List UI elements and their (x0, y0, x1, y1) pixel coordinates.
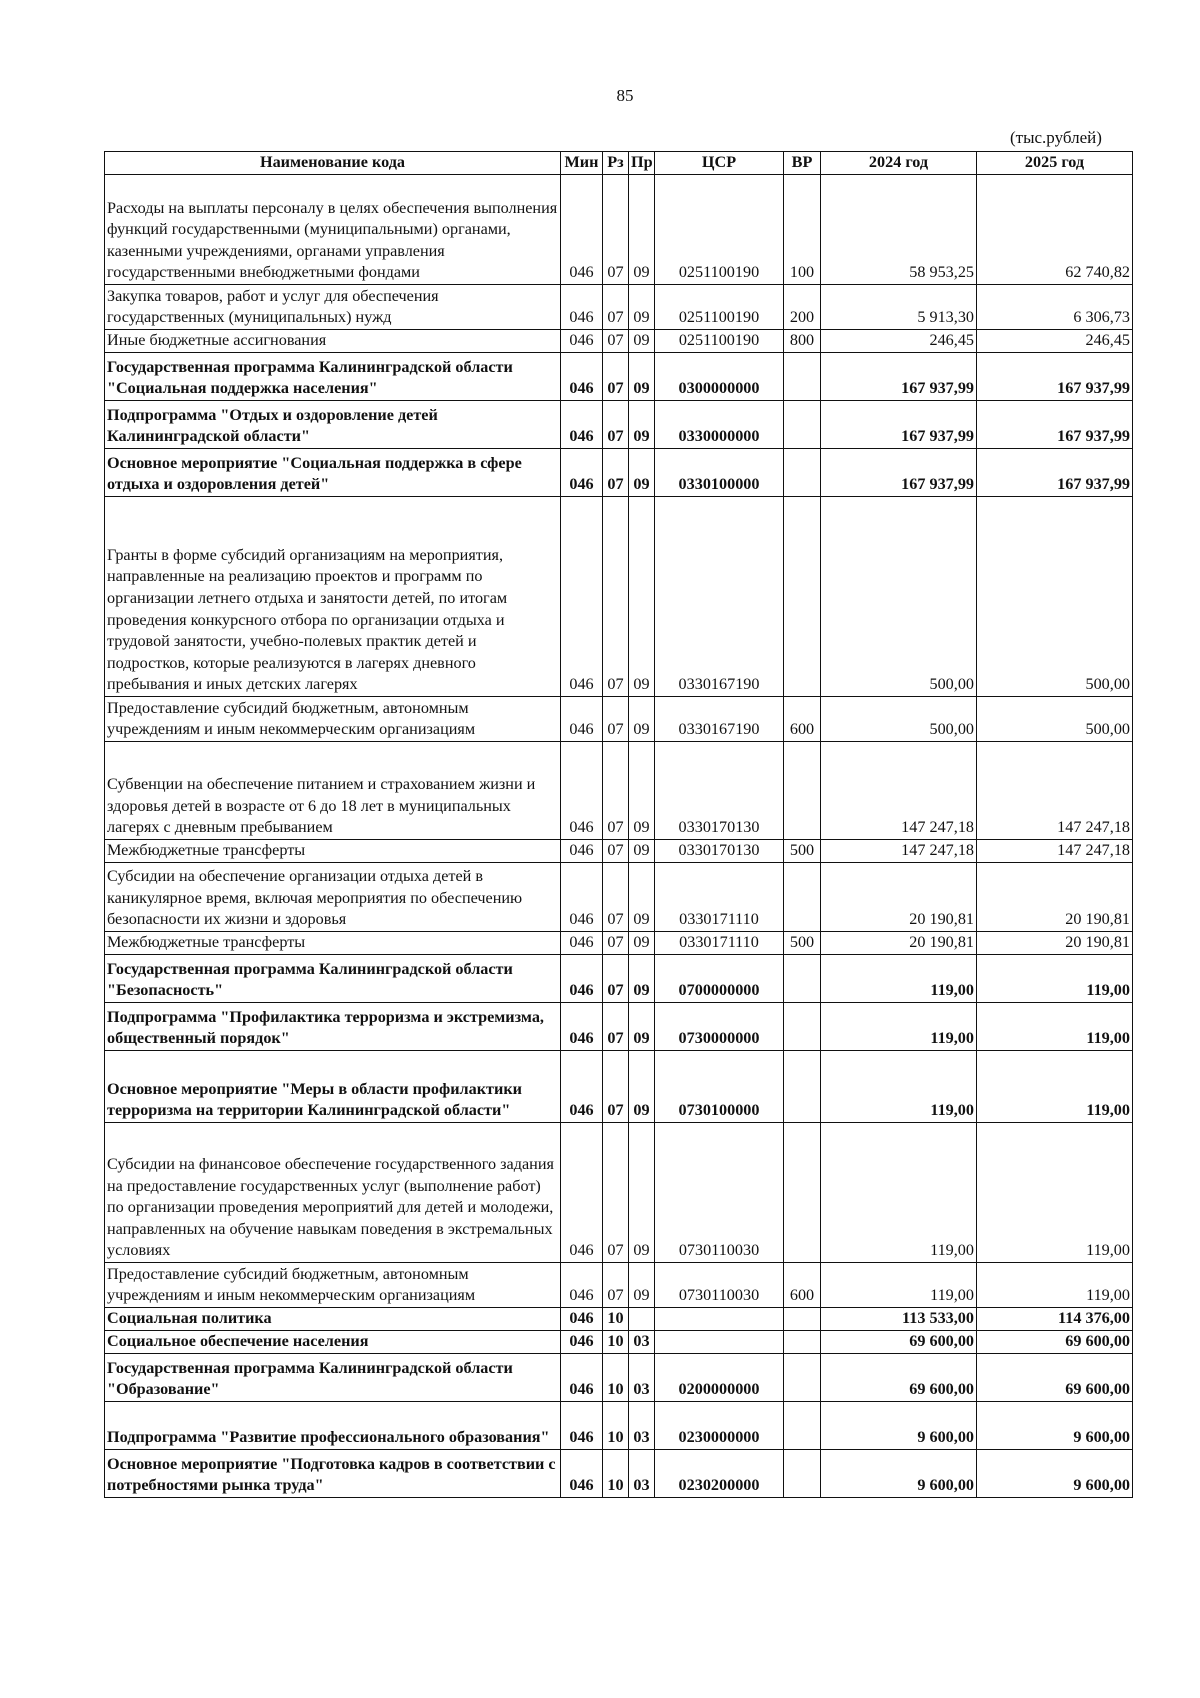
row-pr: 03 (629, 1354, 655, 1402)
row-min: 046 (561, 697, 603, 742)
row-min: 046 (561, 1450, 603, 1498)
row-name: Подпрограмма "Развитие профессионального образования" (105, 1402, 561, 1450)
row-min: 046 (561, 285, 603, 330)
row-rz: 10 (603, 1450, 629, 1498)
row-name: Государственная программа Калининградской области "Безопасность" (105, 955, 561, 1003)
row-rz: 07 (603, 932, 629, 955)
row-rz: 07 (603, 1123, 629, 1263)
row-min: 046 (561, 840, 603, 863)
row-pr: 09 (629, 401, 655, 449)
row-name: Подпрограмма "Профилактика терроризма и экстремизма, общественный порядок" (105, 1003, 561, 1051)
row-2025: 119,00 (977, 1263, 1133, 1308)
row-min: 046 (561, 1051, 603, 1123)
row-rz: 07 (603, 697, 629, 742)
row-vr (784, 1308, 821, 1331)
row-min: 046 (561, 1354, 603, 1402)
row-min: 046 (561, 1402, 603, 1450)
row-csr: 0330170130 (655, 742, 784, 840)
row-2024: 147 247,18 (821, 742, 977, 840)
row-pr: 09 (629, 1263, 655, 1308)
row-rz: 07 (603, 840, 629, 863)
row-2024: 119,00 (821, 1263, 977, 1308)
table-row (105, 697, 1133, 742)
row-name: Основное мероприятие "Меры в области профилактики терроризма на территории Калининградской области" (105, 1051, 561, 1123)
row-csr: 0330167190 (655, 697, 784, 742)
row-pr: 03 (629, 1450, 655, 1498)
row-csr: 0330000000 (655, 401, 784, 449)
table-row (105, 401, 1133, 449)
row-rz: 07 (603, 1003, 629, 1051)
row-2024: 20 190,81 (821, 932, 977, 955)
row-min: 046 (561, 1123, 603, 1263)
row-vr (784, 353, 821, 401)
row-rz: 07 (603, 175, 629, 285)
row-2024: 147 247,18 (821, 840, 977, 863)
table-row (105, 330, 1133, 353)
row-2025: 246,45 (977, 330, 1133, 353)
row-min: 046 (561, 401, 603, 449)
row-rz: 10 (603, 1308, 629, 1331)
header-pr: Пр (629, 152, 655, 175)
row-2024: 246,45 (821, 330, 977, 353)
row-2025: 119,00 (977, 1003, 1133, 1051)
row-2025: 147 247,18 (977, 840, 1133, 863)
row-rz: 07 (603, 1051, 629, 1123)
table-row (105, 175, 1133, 285)
row-name: Государственная программа Калининградской области "Образование" (105, 1354, 561, 1402)
table-row (105, 1051, 1133, 1123)
row-2025: 20 190,81 (977, 932, 1133, 955)
row-csr: 0730110030 (655, 1123, 784, 1263)
row-min: 046 (561, 497, 603, 697)
row-min: 046 (561, 449, 603, 497)
row-name: Гранты в форме субсидий организациям на мероприятия, направленные на реализацию проектов и программ по организации летнего отдыха и занятости детей, по итогам проведения конкурсного отбора по организации отдыха и трудовой занятости, учебно-полевых практик детей и подростков, которые реализуются в лагерях дневного пребывания и иных детских лагерях (105, 497, 561, 697)
table-row (105, 1003, 1133, 1051)
row-csr: 0330171110 (655, 863, 784, 932)
table-row (105, 1402, 1133, 1450)
budget-table (104, 151, 1133, 1498)
row-vr (784, 1051, 821, 1123)
row-vr (784, 497, 821, 697)
row-2025: 62 740,82 (977, 175, 1133, 285)
row-pr: 09 (629, 697, 655, 742)
header-2024: 2024 год (821, 152, 977, 175)
table-row (105, 1308, 1133, 1331)
row-2024: 500,00 (821, 697, 977, 742)
row-name: Расходы на выплаты персоналу в целях обеспечения выполнения функций государственными (муниципальными) органами, казенными учреждениями, органами управления государственными внебюджетными фондами (105, 175, 561, 285)
row-csr: 0300000000 (655, 353, 784, 401)
row-name: Социальная политика (105, 1308, 561, 1331)
row-vr: 500 (784, 840, 821, 863)
table-row (105, 840, 1133, 863)
row-name: Межбюджетные трансферты (105, 932, 561, 955)
row-min: 046 (561, 932, 603, 955)
header-csr: ЦСР (655, 152, 784, 175)
row-2025: 167 937,99 (977, 353, 1133, 401)
header-min: Мин (561, 152, 603, 175)
table-row (105, 1123, 1133, 1263)
row-csr: 0230200000 (655, 1450, 784, 1498)
row-pr: 03 (629, 1402, 655, 1450)
row-pr: 09 (629, 1123, 655, 1263)
row-2025: 167 937,99 (977, 449, 1133, 497)
page-number: 85 (616, 86, 634, 105)
row-2024: 9 600,00 (821, 1402, 977, 1450)
row-pr: 09 (629, 840, 655, 863)
row-pr: 09 (629, 497, 655, 697)
row-min: 046 (561, 353, 603, 401)
row-vr: 600 (784, 1263, 821, 1308)
row-min: 046 (561, 863, 603, 932)
row-rz: 07 (603, 449, 629, 497)
row-2025: 500,00 (977, 497, 1133, 697)
table-row (105, 1354, 1133, 1402)
row-2024: 167 937,99 (821, 449, 977, 497)
row-pr: 09 (629, 285, 655, 330)
row-2025: 20 190,81 (977, 863, 1133, 932)
row-pr: 09 (629, 742, 655, 840)
row-rz: 07 (603, 1263, 629, 1308)
row-2024: 20 190,81 (821, 863, 977, 932)
table-row (105, 1450, 1133, 1498)
row-2024: 119,00 (821, 1123, 977, 1263)
row-csr: 0730110030 (655, 1263, 784, 1308)
row-rz: 10 (603, 1331, 629, 1354)
row-name: Подпрограмма "Отдых и оздоровление детей Калининградской области" (105, 401, 561, 449)
row-pr (629, 1308, 655, 1331)
row-2025: 114 376,00 (977, 1308, 1133, 1331)
row-vr (784, 742, 821, 840)
row-2025: 69 600,00 (977, 1354, 1133, 1402)
units-label: (тыс.рублей) (1010, 128, 1102, 147)
row-2024: 69 600,00 (821, 1331, 977, 1354)
row-rz: 07 (603, 401, 629, 449)
row-min: 046 (561, 330, 603, 353)
row-pr: 09 (629, 330, 655, 353)
row-csr: 0330171110 (655, 932, 784, 955)
row-rz: 10 (603, 1402, 629, 1450)
row-vr (784, 401, 821, 449)
row-pr: 09 (629, 955, 655, 1003)
row-name: Закупка товаров, работ и услуг для обеспечения государственных (муниципальных) нужд (105, 285, 561, 330)
row-name: Государственная программа Калининградской области "Социальная поддержка населения" (105, 353, 561, 401)
table-row (105, 497, 1133, 697)
row-vr: 500 (784, 932, 821, 955)
row-2025: 500,00 (977, 697, 1133, 742)
row-vr: 200 (784, 285, 821, 330)
row-pr: 09 (629, 1003, 655, 1051)
row-name: Иные бюджетные ассигнования (105, 330, 561, 353)
row-csr (655, 1308, 784, 1331)
row-csr: 0730000000 (655, 1003, 784, 1051)
row-vr: 100 (784, 175, 821, 285)
row-2024: 167 937,99 (821, 353, 977, 401)
row-min: 046 (561, 1331, 603, 1354)
row-2025: 167 937,99 (977, 401, 1133, 449)
row-rz: 07 (603, 863, 629, 932)
row-vr: 600 (784, 697, 821, 742)
table-row (105, 285, 1133, 330)
row-csr: 0330167190 (655, 497, 784, 697)
row-name: Основное мероприятие "Подготовка кадров в соответствии с потребностями рынка труда" (105, 1450, 561, 1498)
row-csr: 0730100000 (655, 1051, 784, 1123)
table-row (105, 1263, 1133, 1308)
row-vr (784, 1003, 821, 1051)
row-2024: 113 533,00 (821, 1308, 977, 1331)
row-2025: 69 600,00 (977, 1331, 1133, 1354)
row-rz: 07 (603, 742, 629, 840)
row-csr: 0330100000 (655, 449, 784, 497)
row-vr (784, 955, 821, 1003)
table-header-row (105, 152, 1133, 175)
table-row (105, 353, 1133, 401)
row-name: Социальное обеспечение населения (105, 1331, 561, 1354)
row-2025: 9 600,00 (977, 1402, 1133, 1450)
row-2024: 500,00 (821, 497, 977, 697)
row-vr (784, 1123, 821, 1263)
row-min: 046 (561, 1003, 603, 1051)
table-row (105, 955, 1133, 1003)
row-rz: 07 (603, 353, 629, 401)
row-csr: 0251100190 (655, 175, 784, 285)
row-vr (784, 1331, 821, 1354)
row-min: 046 (561, 955, 603, 1003)
row-pr: 09 (629, 449, 655, 497)
row-csr (655, 1331, 784, 1354)
row-2025: 119,00 (977, 1051, 1133, 1123)
row-vr (784, 863, 821, 932)
table-row (105, 449, 1133, 497)
header-vr: ВР (784, 152, 821, 175)
row-2024: 9 600,00 (821, 1450, 977, 1498)
row-csr: 0330170130 (655, 840, 784, 863)
row-2024: 69 600,00 (821, 1354, 977, 1402)
row-name: Основное мероприятие "Социальная поддержка в сфере отдыха и оздоровления детей" (105, 449, 561, 497)
row-csr: 0251100190 (655, 285, 784, 330)
table-row (105, 932, 1133, 955)
row-vr (784, 1354, 821, 1402)
row-csr: 0200000000 (655, 1354, 784, 1402)
row-name: Субвенции на обеспечение питанием и страхованием жизни и здоровья детей в возрасте от 6 до 18 лет в муниципальных лагерях с дневным пребыванием (105, 742, 561, 840)
row-name: Межбюджетные трансферты (105, 840, 561, 863)
row-min: 046 (561, 175, 603, 285)
row-2025: 9 600,00 (977, 1450, 1133, 1498)
row-name: Субсидии на обеспечение организации отдыха детей в каникулярное время, включая мероприятия по обеспечению безопасности их жизни и здоровья (105, 863, 561, 932)
row-2024: 119,00 (821, 1051, 977, 1123)
row-2024: 167 937,99 (821, 401, 977, 449)
row-pr: 09 (629, 932, 655, 955)
row-vr (784, 449, 821, 497)
row-min: 046 (561, 742, 603, 840)
row-vr: 800 (784, 330, 821, 353)
row-vr (784, 1402, 821, 1450)
row-rz: 07 (603, 285, 629, 330)
row-pr: 03 (629, 1331, 655, 1354)
row-vr (784, 1450, 821, 1498)
row-rz: 07 (603, 330, 629, 353)
row-2025: 119,00 (977, 955, 1133, 1003)
row-pr: 09 (629, 353, 655, 401)
row-min: 046 (561, 1308, 603, 1331)
table-row (105, 863, 1133, 932)
header-2025: 2025 год (977, 152, 1133, 175)
row-2024: 119,00 (821, 1003, 977, 1051)
row-2024: 58 953,25 (821, 175, 977, 285)
row-rz: 07 (603, 955, 629, 1003)
row-2025: 147 247,18 (977, 742, 1133, 840)
header-rz: Рз (603, 152, 629, 175)
row-rz: 10 (603, 1354, 629, 1402)
header-name: Наименование кода (105, 152, 561, 175)
row-pr: 09 (629, 175, 655, 285)
table-row (105, 1331, 1133, 1354)
row-rz: 07 (603, 497, 629, 697)
row-name: Предоставление субсидий бюджетным, автономным учреждениям и иным некоммерческим организациям (105, 697, 561, 742)
row-csr: 0251100190 (655, 330, 784, 353)
row-2025: 6 306,73 (977, 285, 1133, 330)
row-csr: 0230000000 (655, 1402, 784, 1450)
table-row (105, 742, 1133, 840)
row-2025: 119,00 (977, 1123, 1133, 1263)
row-name: Предоставление субсидий бюджетным, автономным учреждениям и иным некоммерческим организациям (105, 1263, 561, 1308)
row-2024: 119,00 (821, 955, 977, 1003)
row-pr: 09 (629, 863, 655, 932)
row-pr: 09 (629, 1051, 655, 1123)
row-name: Субсидии на финансовое обеспечение государственного задания на предоставление государственных услуг (выполнение работ) по организации проведения мероприятий для детей и молодежи, направленных на обучение навыкам поведения в экстремальных условиях (105, 1123, 561, 1263)
row-min: 046 (561, 1263, 603, 1308)
row-csr: 0700000000 (655, 955, 784, 1003)
row-2024: 5 913,30 (821, 285, 977, 330)
